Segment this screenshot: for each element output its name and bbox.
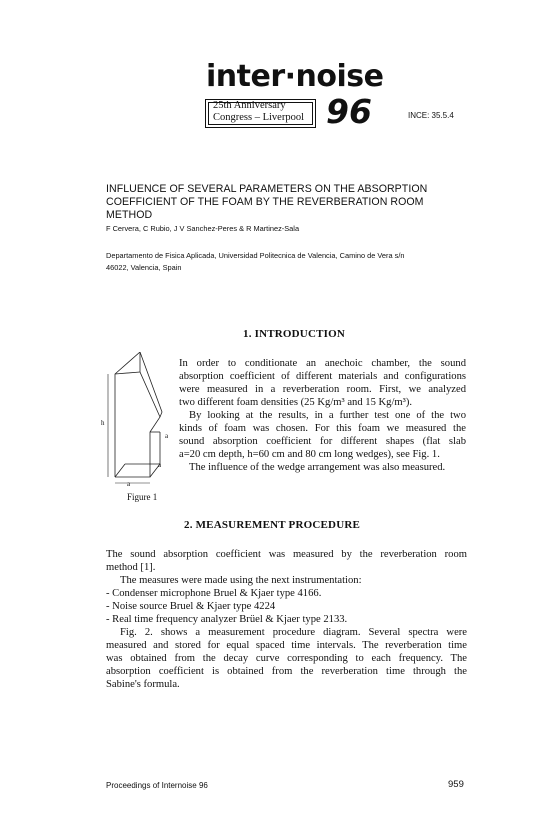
instrumentation-intro: The measures were made using the next instrumentation: <box>120 575 362 586</box>
figure-1-wedge-diagram <box>100 352 182 492</box>
anniversary-line-1: 25th Anniversary <box>213 100 286 111</box>
authors: F Cervera, C Rubio, J V Sanchez-Peres & R Martinez-Sala <box>106 224 300 233</box>
paper-title-line-3: METHOD <box>106 209 153 221</box>
intro-line: kinds of foam was chosen. For this foam we measured the <box>179 423 466 434</box>
measurement-line: Fig. 2. shows a measurement procedure diagram. Several spectra were <box>120 627 467 638</box>
figure-label-a-bottom: a <box>127 480 131 488</box>
intro-line: By looking at the results, in a further test one of the two <box>189 410 466 421</box>
measurement-line: Sabine's formula. <box>106 679 180 690</box>
affiliation-line-2: 46022, Valencia, Spain <box>106 263 182 272</box>
paper-title-line-2: COEFFICIENT OF THE FOAM BY THE REVERBERATION ROOM <box>106 196 424 208</box>
introduction-paragraph <box>179 357 466 474</box>
intro-line: The influence of the wedge arrangement was also measured. <box>189 462 446 473</box>
congress-logo-wordmark: inter·noise <box>206 59 384 94</box>
wedge-outline <box>115 352 162 477</box>
ince-code: INCE: 35.5.4 <box>408 111 454 120</box>
measurement-line: absorption coefficient is obtained from the reverberation time through the <box>106 666 467 677</box>
measurement-line: The sound absorption coefficient was measured by the reverberation room <box>106 549 467 560</box>
intro-line: In order to conditionate an anechoic chamber, the sound <box>179 358 466 369</box>
intro-line: a=20 cm depth, h=60 cm and 80 cm long wedges), see Fig. 1. <box>179 449 440 460</box>
instrument-item: - Condenser microphone Bruel & Kjaer type 4166. <box>106 588 322 599</box>
figure-label-a-right: a <box>165 432 169 440</box>
intro-line: sound absorption coefficient for different shapes (flat slab <box>179 436 466 447</box>
affiliation-line-1: Departamento de Fisica Aplicada, Universidad Politecnica de Valencia, Camino de Vera s/n <box>106 251 405 260</box>
instrument-item: - Noise source Bruel & Kjaer type 4224 <box>106 601 276 612</box>
figure-1-caption: Figure 1 <box>127 492 158 502</box>
congress-year: 96 <box>326 92 372 131</box>
measurement-line: method [1]. <box>106 562 156 573</box>
figure-label-a-lower: a <box>158 461 162 469</box>
section-heading-measurement: 2. MEASUREMENT PROCEDURE <box>184 519 361 531</box>
proceedings-footer: Proceedings of Internoise 96 <box>106 781 208 790</box>
intro-line: two different foam densities (25 Kg/m³ and 15 Kg/m³). <box>179 397 412 408</box>
paper-title-line-1: INFLUENCE OF SEVERAL PARAMETERS ON THE ABSORPTION <box>106 183 428 195</box>
section-heading-introduction: 1. INTRODUCTION <box>243 328 346 340</box>
measurement-line: measured and stored for equal spaced time intervals. The reverberation time <box>106 640 467 651</box>
intro-line: absorption coefficient of different materials and configurations <box>179 371 466 382</box>
wedge-ridge <box>140 352 160 417</box>
page-number: 959 <box>448 779 464 790</box>
measurement-line: was obtained from the decay curve corresponding to each frequency. The <box>106 653 467 664</box>
instrument-item: - Real time frequency analyzer Brüel & Kjaer type 2133. <box>106 614 348 625</box>
anniversary-line-2: Congress – Liverpool <box>213 112 304 123</box>
measurement-paragraph <box>106 548 467 691</box>
figure-label-h: h <box>101 419 105 427</box>
intro-line: were measured in a reverberation room. First, we analyzed <box>179 384 466 395</box>
